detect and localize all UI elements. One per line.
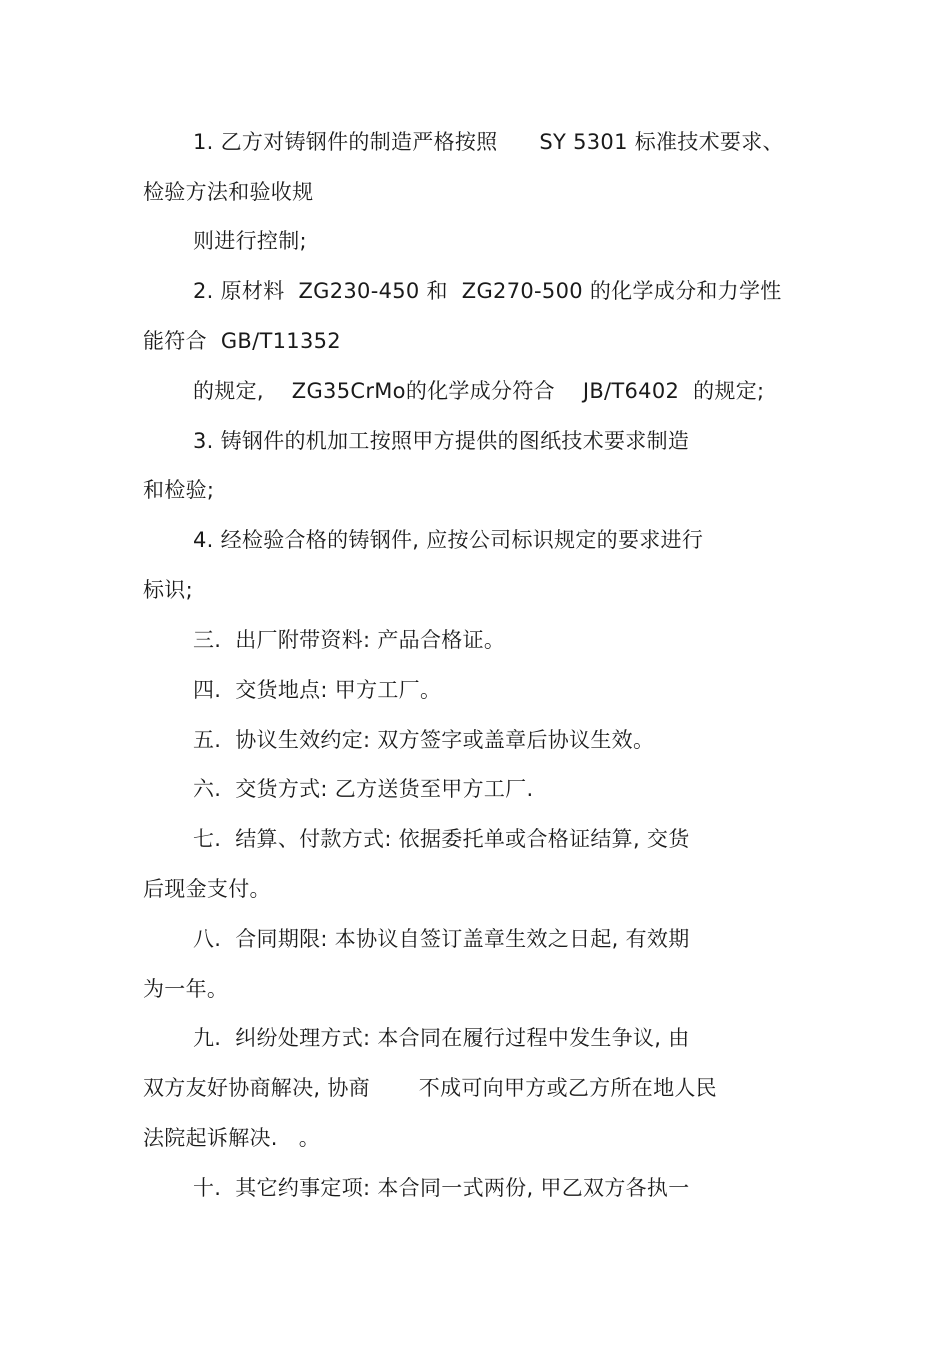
line-5: 能符合 GB/T11352 — [143, 329, 341, 353]
line-7: 3. 铸钢件的机加工按照甲方提供的图纸技术要求制造 — [193, 429, 690, 453]
line-1: 1. 乙方对铸钢件的制造严格按照 SY 5301 标准技术要求、 — [193, 130, 784, 154]
line-17: 八. 合同期限: 本协议自签订盖章生效之日起, 有效期 — [193, 927, 690, 951]
line-3: 则进行控制; — [193, 229, 307, 253]
line-12: 四. 交货地点: 甲方工厂。 — [193, 678, 442, 702]
line-14: 六. 交货方式: 乙方送货至甲方工厂. — [193, 777, 534, 801]
line-19: 九. 纠纷处理方式: 本合同在履行过程中发生争议, 由 — [193, 1026, 690, 1050]
line-2: 检验方法和验收规 — [143, 180, 314, 204]
line-8: 和检验; — [143, 478, 215, 502]
line-15: 七. 结算、付款方式: 依据委托单或合格证结算, 交货 — [193, 827, 690, 851]
line-4: 2. 原材料 ZG230-450 和 ZG270-500 的化学成分和力学性 — [193, 279, 782, 303]
line-18: 为一年。 — [143, 977, 229, 1001]
line-22: 十. 其它约事定项: 本合同一式两份, 甲乙双方各执一 — [193, 1176, 690, 1200]
line-6: 的规定, ZG35CrMo的化学成分符合 JB/T6402 的规定; — [193, 379, 765, 403]
line-21: 法院起诉解决. 。 — [143, 1126, 321, 1150]
line-11: 三. 出厂附带资料: 产品合格证。 — [193, 628, 506, 652]
line-13: 五. 协议生效约定: 双方签字或盖章后协议生效。 — [193, 728, 655, 752]
line-9: 4. 经检验合格的铸钢件, 应按公司标识规定的要求进行 — [193, 528, 704, 552]
line-10: 标识; — [143, 578, 193, 602]
line-20: 双方友好协商解决, 协商 不成可向甲方或乙方所在地人民 — [143, 1076, 717, 1100]
line-16: 后现金支付。 — [143, 877, 271, 901]
